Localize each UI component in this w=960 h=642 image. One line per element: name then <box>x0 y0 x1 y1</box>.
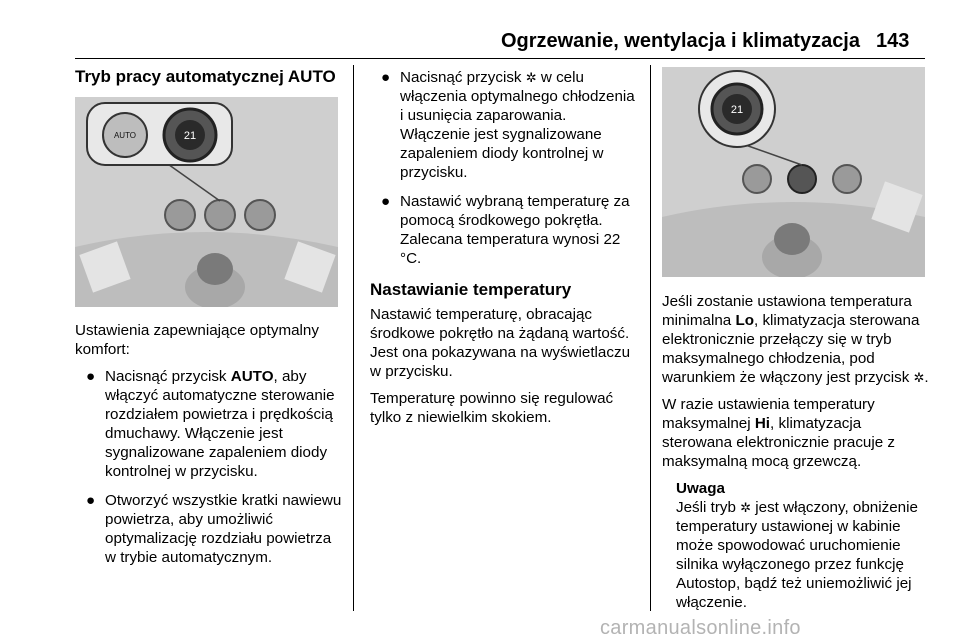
bullet-dot: ● <box>381 193 391 210</box>
note-text <box>676 498 932 612</box>
fan-icon: ✲ <box>913 370 925 385</box>
bullet-text: w celu włączenia optymalnego chłodzenia i usunięcia zaparowania. Włączenie jest sygnalizowane zapaleniem diody kontrolnej w przycisku. <box>400 69 635 181</box>
para-text: . <box>924 369 929 386</box>
bullet-dot: ● <box>86 368 96 385</box>
figure-auto-button-label: AUTO <box>113 131 137 140</box>
page-number: 143 <box>876 30 910 52</box>
bullet-dot: ● <box>381 69 391 86</box>
column-1 <box>75 67 345 86</box>
fan-icon: ✲ <box>740 500 752 515</box>
column-divider-1 <box>353 65 354 611</box>
bullet-text: Nastawić wybraną temperaturę za pomocą środkowego pokrętła. Zalecana temperatura wynosi 22 °C. <box>400 193 630 267</box>
page-header-title: Ogrzewanie, wentylacja i klimatyzacja <box>500 30 860 52</box>
figure-auto-mode <box>75 97 338 307</box>
list-item <box>370 68 640 182</box>
para-text: , klimatyzacja sterowana elektronicznie przełączy się w tryb maksymalnego chłodzenia, pod warunkiem że włączony jest przycisk <box>662 312 920 386</box>
para-text: Jeśli zostanie ustawiona temperatura minimalna <box>662 293 912 329</box>
hi-label: Hi <box>754 415 771 432</box>
para-text: , klimatyzacja sterowana elektronicznie pracuje z maksymalną mocą grzewczą. <box>662 415 895 470</box>
bullet-text: , aby włączyć automatyczne sterowanie rozdziałem powietrza i prędkością dmuchawy. Włączenie jest sygnalizowane zapaleniem diody kontrolnej w przycisku. <box>105 368 335 480</box>
bullet-text: Nacisnąć przycisk <box>400 69 526 86</box>
paragraph <box>662 395 932 471</box>
paragraph <box>662 292 932 387</box>
column-divider-2 <box>650 65 651 611</box>
watermark: carmanualsonline.info <box>600 617 801 639</box>
para-text: W razie ustawienia temperatury maksymalnej <box>662 396 875 432</box>
paragraph: Nastawić temperaturę, obracając środkowe pokrętło na żądaną wartość. Jest ona pokazywana na wyświetlaczu w przycisku. <box>370 306 631 380</box>
list-item <box>370 192 640 268</box>
fan-icon: ✲ <box>525 70 537 85</box>
auto-label: AUTO <box>230 368 274 385</box>
intro-text: Ustawienia zapewniające optymalny komfort: <box>75 322 319 358</box>
list-item <box>75 491 345 567</box>
figure-display-temp: 21 <box>183 130 197 142</box>
note-text-part: jest włączony, obniżenie temperatury ustawionej w kabinie może spowodować uruchomienie silnika wyłączonego przez funkcję Autostop, bądź też uniemożliwić jej włączenie. <box>676 499 918 611</box>
bullet-text: Otworzyć wszystkie kratki nawiewu powietrza, aby umożliwić optymalizację rozdziału powietrza w trybie automatycznym. <box>105 492 342 566</box>
note-text-part: Jeśli tryb <box>676 499 741 516</box>
note-box <box>662 479 932 612</box>
figure-temperature-knob <box>662 67 925 277</box>
bullet-text: Nacisnąć przycisk <box>105 368 231 385</box>
column-3-body <box>662 292 932 612</box>
note-title: Uwaga <box>676 480 725 497</box>
list-item <box>75 367 345 481</box>
column-2 <box>370 68 640 435</box>
paragraph: Temperaturę powinno się regulować tylko z niewielkim skokiem. <box>370 390 614 426</box>
bullet-dot: ● <box>86 492 96 509</box>
column-1-body <box>75 321 345 577</box>
figure-display-temp: 21 <box>730 104 744 116</box>
section-heading-temperature: Nastawianie temperatury <box>370 280 572 299</box>
header-rule <box>75 58 925 59</box>
lo-label: Lo <box>735 312 754 329</box>
section-heading-auto: Tryb pracy automatycznej AUTO <box>75 67 336 86</box>
